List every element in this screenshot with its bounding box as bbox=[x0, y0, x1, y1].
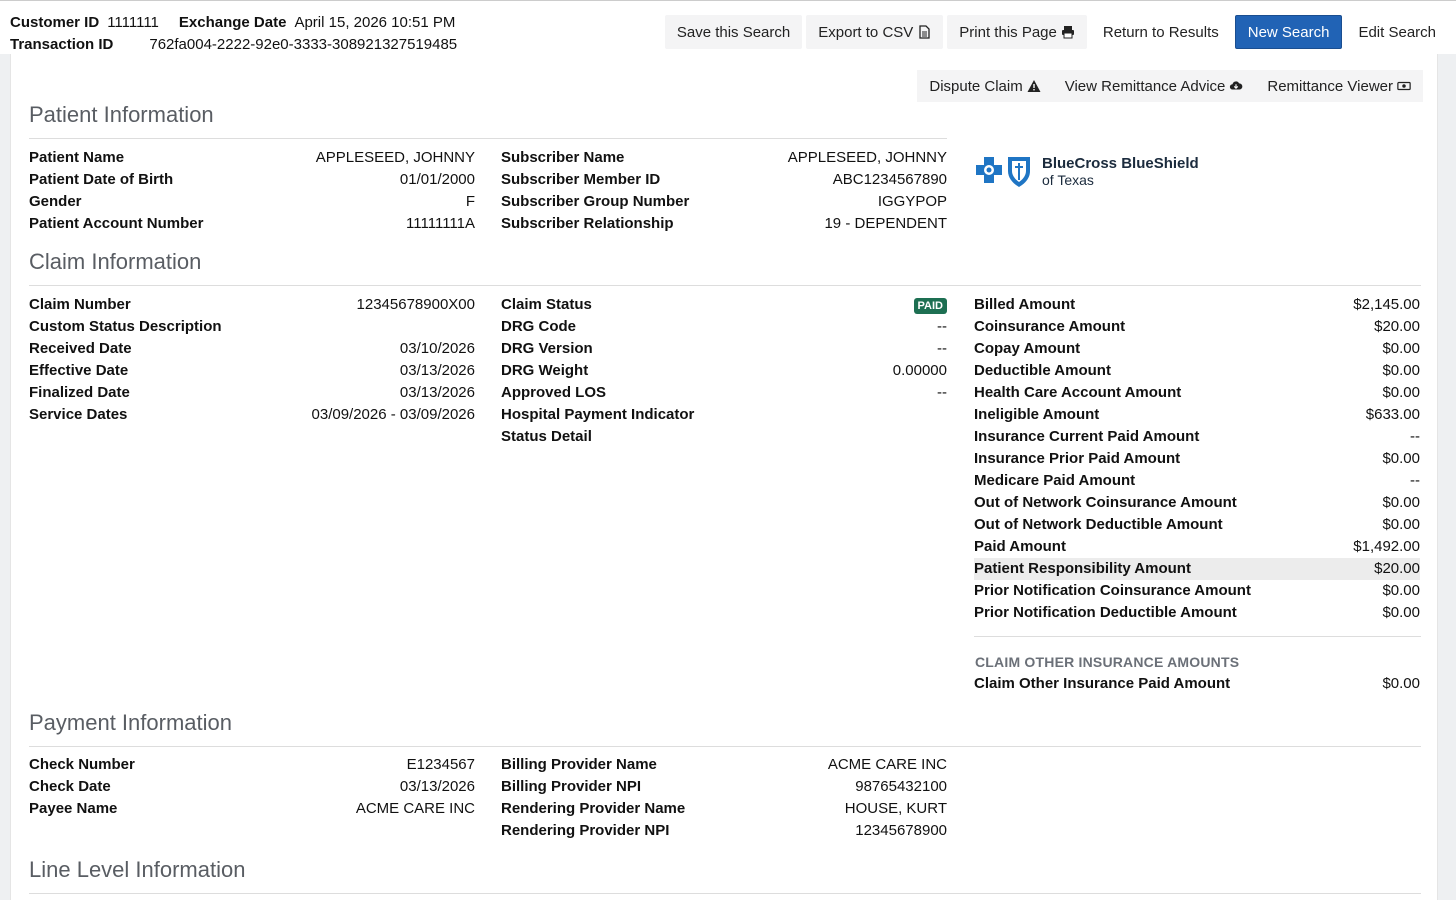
money-icon bbox=[1397, 79, 1411, 93]
prior-notification-coinsurance-row bbox=[974, 580, 1420, 602]
field-label: Billing Provider NPI bbox=[501, 778, 642, 795]
field-label: Deductible Amount bbox=[974, 362, 1111, 379]
provider-list bbox=[501, 754, 947, 842]
field-label: Payee Name bbox=[29, 800, 118, 817]
field-label: Medicare Paid Amount bbox=[974, 472, 1136, 489]
field-value: 12345678900 bbox=[855, 822, 947, 839]
field-value: $2,145.00 bbox=[1353, 296, 1420, 313]
field-label: Gender bbox=[29, 193, 82, 210]
field-label: Patient Date of Birth bbox=[29, 171, 174, 188]
deductible-amount-row bbox=[974, 360, 1420, 382]
field-value: APPLESEED, JOHNNY bbox=[315, 149, 475, 166]
top-bar bbox=[0, 0, 1456, 54]
claim-actions bbox=[917, 70, 1423, 102]
field-value: ACME CARE INC bbox=[827, 756, 947, 773]
patient-section-title: Patient Information bbox=[29, 102, 214, 127]
field-label: Service Dates bbox=[29, 406, 128, 423]
field-label: Subscriber Relationship bbox=[501, 215, 674, 232]
exchange-date-label: Exchange Date bbox=[178, 14, 287, 31]
subscriber-member-id-row bbox=[501, 169, 947, 191]
field-value: -- bbox=[937, 340, 947, 357]
payee-name-row bbox=[29, 798, 475, 820]
field-value: 01/01/2000 bbox=[399, 171, 475, 188]
claim-number-row bbox=[29, 294, 475, 316]
hca-amount-row bbox=[974, 382, 1420, 404]
cloud-download-icon bbox=[1229, 79, 1243, 93]
field-value: 98765432100 bbox=[855, 778, 947, 795]
field-label: Claim Status bbox=[501, 296, 592, 313]
claim-divider bbox=[29, 285, 1421, 286]
subscriber-group-row bbox=[501, 191, 947, 213]
insurance-current-paid-row bbox=[974, 426, 1420, 448]
line-level-section-title: Line Level Information bbox=[29, 857, 246, 882]
field-value: $0.00 bbox=[1382, 582, 1420, 599]
claim-section-title: Claim Information bbox=[29, 249, 202, 274]
coinsurance-amount-row bbox=[974, 316, 1420, 338]
new-search-label: New Search bbox=[1247, 23, 1330, 41]
remittance-viewer-label: Remittance Viewer bbox=[1267, 77, 1393, 95]
save-search-button[interactable] bbox=[665, 15, 802, 49]
field-value: $0.00 bbox=[1382, 494, 1420, 511]
field-label: DRG Weight bbox=[501, 362, 589, 379]
prior-notification-deductible-row bbox=[974, 602, 1420, 624]
field-value: F bbox=[465, 193, 475, 210]
field-label: Received Date bbox=[29, 340, 132, 357]
field-label: Patient Responsibility Amount bbox=[974, 560, 1191, 577]
toolbar bbox=[665, 15, 1448, 49]
field-label: Billed Amount bbox=[974, 296, 1076, 313]
field-value: 12345678900X00 bbox=[356, 296, 475, 313]
field-label: Patient Account Number bbox=[29, 215, 204, 232]
bcbs-logo bbox=[974, 154, 1199, 190]
line-level-divider bbox=[29, 893, 1421, 894]
field-label: Claim Number bbox=[29, 296, 131, 313]
field-value: -- bbox=[1410, 428, 1420, 445]
medicare-paid-row bbox=[974, 470, 1420, 492]
field-value: $0.00 bbox=[1382, 450, 1420, 467]
other-insurance-list bbox=[974, 673, 1420, 695]
other-insurance-heading: CLAIM OTHER INSURANCE AMOUNTS bbox=[975, 654, 1240, 670]
dispute-claim-label: Dispute Claim bbox=[929, 77, 1023, 95]
return-to-results-button[interactable] bbox=[1091, 15, 1231, 49]
field-value: $1,492.00 bbox=[1353, 538, 1420, 555]
drg-code-row bbox=[501, 316, 947, 338]
field-value: 11111111A bbox=[406, 215, 475, 232]
field-label: Ineligible Amount bbox=[974, 406, 1100, 423]
patient-account-row bbox=[29, 213, 475, 235]
printer-icon bbox=[1061, 25, 1075, 39]
copay-amount-row bbox=[974, 338, 1420, 360]
rendering-provider-npi-row bbox=[501, 820, 947, 842]
approved-los-row bbox=[501, 382, 947, 404]
field-label: Prior Notification Coinsurance Amount bbox=[974, 582, 1251, 599]
export-csv-button[interactable] bbox=[806, 15, 943, 49]
status-detail-row bbox=[501, 426, 947, 448]
field-label: Out of Network Coinsurance Amount bbox=[974, 494, 1237, 511]
field-value: $0.00 bbox=[1382, 675, 1420, 692]
field-label: Prior Notification Deductible Amount bbox=[974, 604, 1237, 621]
bcbs-cross-shield-icon bbox=[974, 154, 1038, 190]
patient-dob-row bbox=[29, 169, 475, 191]
field-value: $20.00 bbox=[1374, 318, 1420, 335]
field-label: Check Date bbox=[29, 778, 111, 795]
field-label: Custom Status Description bbox=[29, 318, 222, 335]
drg-weight-row bbox=[501, 360, 947, 382]
field-label: DRG Code bbox=[501, 318, 576, 335]
field-label: Effective Date bbox=[29, 362, 129, 379]
patient-responsibility-row bbox=[974, 558, 1420, 580]
field-value: $633.00 bbox=[1365, 406, 1420, 423]
field-label: Health Care Account Amount bbox=[974, 384, 1182, 401]
transaction-ids bbox=[10, 12, 457, 56]
oon-coinsurance-row bbox=[974, 492, 1420, 514]
patient-left-list bbox=[29, 147, 475, 235]
return-to-results-label: Return to Results bbox=[1102, 23, 1219, 41]
patient-gender-row bbox=[29, 191, 475, 213]
field-value: $20.00 bbox=[1374, 560, 1420, 577]
claim-mid-list bbox=[501, 294, 947, 448]
field-value: $0.00 bbox=[1382, 384, 1420, 401]
field-label: Paid Amount bbox=[974, 538, 1066, 555]
field-label: Insurance Prior Paid Amount bbox=[974, 450, 1181, 467]
drg-version-row bbox=[501, 338, 947, 360]
field-label: Coinsurance Amount bbox=[974, 318, 1126, 335]
transaction-id-value: 762fa004-2222-92e0-3333-308921327519485 bbox=[149, 36, 458, 53]
payment-section-title: Payment Information bbox=[29, 710, 232, 735]
remittance-viewer-button[interactable] bbox=[1255, 70, 1423, 102]
field-label: Subscriber Name bbox=[501, 149, 625, 166]
field-value: ABC1234567890 bbox=[832, 171, 947, 188]
subscriber-name-row bbox=[501, 147, 947, 169]
view-remittance-advice-label: View Remittance Advice bbox=[1064, 77, 1226, 95]
paid-amount-row bbox=[974, 536, 1420, 558]
view-remittance-advice-button[interactable] bbox=[1053, 70, 1256, 102]
service-dates-row bbox=[29, 404, 475, 426]
edit-search-label: Edit Search bbox=[1358, 23, 1436, 41]
field-value: -- bbox=[1410, 472, 1420, 489]
claim-amounts-list bbox=[974, 294, 1420, 624]
field-value: 03/13/2026 bbox=[399, 362, 475, 379]
customer-id-value: 1111111 bbox=[107, 14, 159, 31]
field-label: Billing Provider Name bbox=[501, 756, 657, 773]
field-value: ACME CARE INC bbox=[355, 800, 475, 817]
field-label: Rendering Provider Name bbox=[501, 800, 686, 817]
print-page-button[interactable] bbox=[947, 15, 1087, 49]
hospital-payment-indicator-row bbox=[501, 404, 947, 426]
ineligible-amount-row bbox=[974, 404, 1420, 426]
customer-id-label: Customer ID bbox=[10, 14, 100, 31]
field-label: Check Number bbox=[29, 756, 135, 773]
received-date-row bbox=[29, 338, 475, 360]
field-value: $0.00 bbox=[1382, 362, 1420, 379]
payment-left-list bbox=[29, 754, 475, 820]
field-value: HOUSE, KURT bbox=[844, 800, 947, 817]
custom-status-row bbox=[29, 316, 475, 338]
new-search-button[interactable] bbox=[1235, 15, 1343, 49]
billed-amount-row bbox=[974, 294, 1420, 316]
payment-divider bbox=[29, 746, 1421, 747]
check-date-row bbox=[29, 776, 475, 798]
field-label: Status Detail bbox=[501, 428, 592, 445]
field-value: -- bbox=[937, 384, 947, 401]
billing-provider-npi-row bbox=[501, 776, 947, 798]
field-value: APPLESEED, JOHNNY bbox=[787, 149, 947, 166]
field-value: E1234567 bbox=[406, 756, 475, 773]
field-value: 0.00000 bbox=[892, 362, 947, 379]
edit-search-button[interactable] bbox=[1346, 15, 1448, 49]
export-csv-label: Export to CSV bbox=[818, 23, 914, 41]
field-label: Patient Name bbox=[29, 149, 125, 166]
oon-deductible-row bbox=[974, 514, 1420, 536]
exchange-date-value: April 15, 2026 10:51 PM bbox=[294, 14, 456, 31]
field-value: $0.00 bbox=[1382, 516, 1420, 533]
bcbs-logo-text bbox=[1042, 156, 1199, 188]
patient-name-row bbox=[29, 147, 475, 169]
field-label: Rendering Provider NPI bbox=[501, 822, 670, 839]
field-value: -- bbox=[937, 318, 947, 335]
field-value: 03/09/2026 - 03/09/2026 bbox=[311, 406, 475, 423]
field-label: DRG Version bbox=[501, 340, 593, 357]
warning-icon bbox=[1027, 79, 1041, 93]
field-label: Finalized Date bbox=[29, 384, 130, 401]
field-label: Hospital Payment Indicator bbox=[501, 406, 695, 423]
field-value: 03/10/2026 bbox=[399, 340, 475, 357]
field-label: Out of Network Deductible Amount bbox=[974, 516, 1223, 533]
subscriber-relationship-row bbox=[501, 213, 947, 235]
field-label: Claim Other Insurance Paid Amount bbox=[974, 675, 1231, 692]
field-value: 03/13/2026 bbox=[399, 778, 475, 795]
status-badge: PAID bbox=[914, 298, 947, 314]
transaction-id-label: Transaction ID bbox=[10, 36, 114, 53]
dispute-claim-button[interactable] bbox=[917, 70, 1052, 102]
field-value: $0.00 bbox=[1382, 340, 1420, 357]
field-label: Subscriber Member ID bbox=[501, 171, 661, 188]
claim-left-list bbox=[29, 294, 475, 426]
finalized-date-row bbox=[29, 382, 475, 404]
field-value: IGGYPOP bbox=[877, 193, 947, 210]
field-label: Insurance Current Paid Amount bbox=[974, 428, 1200, 445]
logo-line1: BlueCross BlueShield bbox=[1042, 155, 1199, 172]
field-value: 03/13/2026 bbox=[399, 384, 475, 401]
logo-line2: of Texas bbox=[1042, 172, 1094, 188]
other-insurance-paid-row bbox=[974, 673, 1420, 695]
document-icon bbox=[917, 25, 931, 39]
save-search-label: Save this Search bbox=[676, 23, 791, 41]
subscriber-list bbox=[501, 147, 947, 235]
field-value: $0.00 bbox=[1382, 604, 1420, 621]
print-page-label: Print this Page bbox=[959, 23, 1057, 41]
effective-date-row bbox=[29, 360, 475, 382]
insurance-prior-paid-row bbox=[974, 448, 1420, 470]
patient-divider bbox=[29, 138, 947, 139]
field-label: Approved LOS bbox=[501, 384, 607, 401]
rendering-provider-name-row bbox=[501, 798, 947, 820]
field-label: Copay Amount bbox=[974, 340, 1081, 357]
check-number-row bbox=[29, 754, 475, 776]
claim-detail-panel bbox=[10, 54, 1438, 900]
field-label: Subscriber Group Number bbox=[501, 193, 690, 210]
field-value: 19 - DEPENDENT bbox=[824, 215, 947, 232]
billing-provider-name-row bbox=[501, 754, 947, 776]
claim-status-row bbox=[501, 294, 947, 316]
other-insurance-divider bbox=[974, 636, 1421, 637]
